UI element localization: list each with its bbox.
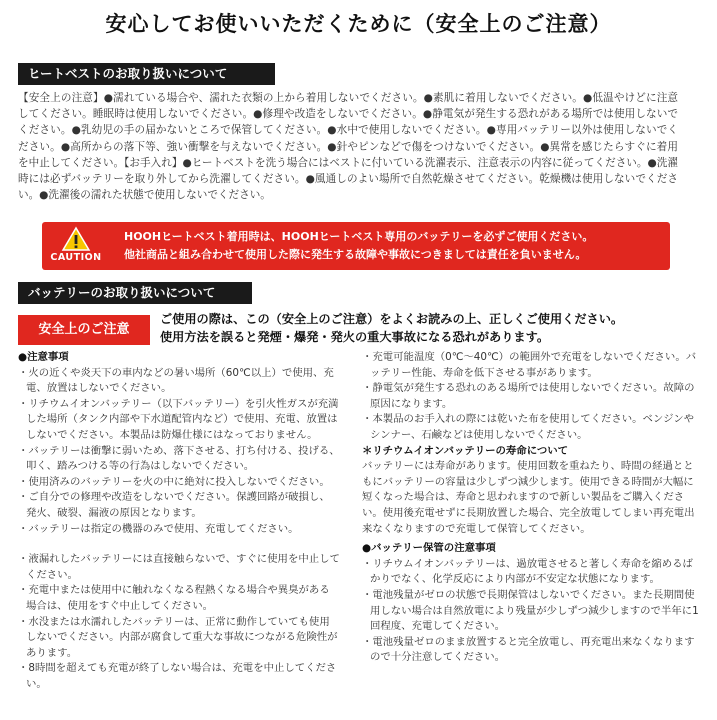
list-item: ・本製品のお手入れの際には乾いた布を使用してください。ベンジンやシンナー、石鹸などは使用しないでください。	[362, 413, 694, 441]
caution-label: CAUTION	[50, 252, 102, 263]
caution-banner	[42, 222, 670, 270]
caution-line-2: 他社商品と組み合わせて使用した際に発生する故障や事故につきましては責任を負いません。	[124, 248, 587, 261]
battery-life-text: バッテリーには寿命があります。使用回数を重ねたり、時間の経過とともにバッテリーの容量は少しずつ減少します。使用できる時間が大幅に短くなった場合は、寿命と思われますので新しい製品をご購入ください。使用後充電せずに長期放置した場合、完全放電してしまい再充電出来なくなりますので充電して保管してください。	[362, 460, 695, 535]
safety-lead-line-1: ご使用の際は、この（安全上のご注意）をよくお読みの上、正しくご使用ください。	[160, 312, 624, 326]
list-item: ・液漏れしたバッテリーには直接触らないで、すぐに使用を中止してください。	[18, 553, 340, 581]
caution-mark	[48, 226, 104, 263]
warning-triangle-icon	[61, 226, 91, 252]
list-item: ・充電可能温度（0℃〜40℃）の範囲外で充電をしないでください。バッテリー性能、寿命を低下させる事があります。	[362, 351, 697, 379]
notes-heading: ●注意事項	[18, 351, 69, 363]
list-item: ・電池残量がゼロの状態で長期保管はしないでください。また長期間使用しない場合は自然放電により残量が少しずつ減少しますので半年に1回程度、充電してください。	[362, 588, 699, 633]
list-item: ・8時間を超えても充電が終了しない場合は、充電を中止してください。	[18, 662, 337, 690]
section-heading-battery: バッテリーのお取り扱いについて	[18, 282, 252, 304]
vest-safety-paragraph: 【安全上の注意】●濡れている場合や、濡れた衣類の上から着用しないでください。●素肌に着用しないでください。●低温やけどに注意してください。睡眠時は使用しないでください。●修理や改造をしないでください。●静電気が発生する恐れがある場所では使用しないでください。●乳幼児の手の届かないところで保管してください。●水中で使用しないでください。●専用バッテリー以外は使用しないでください。●高所からの落下等、強い衝撃を与えないでください。●針やピンなどで傷をつけないでください。●異常を感じたらすぐに着用を中止してください。【お手入れ】●ヒートベストを洗う場合にはベストに付いている洗濯表示、注意表示の内容に従ってください。●洗濯時には必ずバッテリーを取り外してから洗濯してください。●風通しのよい場所で自然乾燥させてください。乾燥機は使用しないでください。●洗濯後の濡れた状態で使用しないでください。	[18, 92, 678, 202]
right-column	[362, 350, 702, 666]
list-item: ・バッテリーは衝撃に弱いため、落下させる、打ち付ける、投げる、叩く、踏みつける等の行為はしないでください。	[18, 444, 340, 473]
list-item: ・水没または水濡れしたバッテリーは、正常に動作していても使用しないでください。内部が腐食して重大な事故につながる危険性があります。	[18, 615, 338, 659]
list-item: ・リチウムイオンバッテリー（以下バッテリー）を引火性ガスが充満した場所（タンク内部や下水道配管内など）で使用、充電、放置はしないでください。本製品は防爆仕様にはなっておりません。	[18, 397, 339, 441]
list-item: ・バッテリーは指定の機器のみで使用、充電してください。	[18, 522, 299, 535]
list-item: ・火の近くや炎天下の車内などの暑い場所（60℃以上）で使用、充電、放置はしないでください。	[18, 366, 334, 395]
storage-heading: ●バッテリー保管の注意事項	[362, 542, 496, 555]
caution-line-1: HOOHヒートベスト着用時は、HOOHヒートベスト専用のバッテリーを必ずご使用ください。	[124, 230, 594, 243]
list-item: ・静電気が発生する恐れのある場所では使用しないでください。故障の原因になります。	[362, 382, 695, 410]
list-item: ・充電中または使用中に触れなくなる程熱くなる場合や異臭がある場合は、使用をすぐ中止してください。	[18, 584, 330, 612]
battery-life-heading: ＊リチウムイオンバッテリーの寿命について	[362, 444, 569, 457]
page-title: 安心してお使いいただくために（安全上のご注意）	[105, 12, 612, 36]
list-item: ・使用済みのバッテリーを火の中に絶対に投入しないでください。	[18, 475, 330, 488]
safety-lead	[160, 310, 700, 346]
list-item: ・リチウムイオンバッテリーは、過放電させると著しく寿命を縮めるばかりでなく、化学反応により内部が不安定な状態になります。	[362, 557, 693, 586]
section-heading-vest: ヒートベストのお取り扱いについて	[18, 63, 275, 85]
left-column	[18, 350, 340, 692]
safety-badge: 安全上のご注意	[18, 315, 150, 345]
safety-lead-line-2: 使用方法を誤ると発煙・爆発・発火の重大事故になる恐れがあります。	[160, 330, 550, 344]
list-item: ・電池残量ゼロのまま放置すると完全放電し、再充電出来なくなりますので十分注意してください。	[362, 635, 695, 664]
list-item: ・ご自分での修理や改造をしないでください。保護回路が破損し、発火、破裂、漏液の原因となります。	[18, 491, 330, 519]
